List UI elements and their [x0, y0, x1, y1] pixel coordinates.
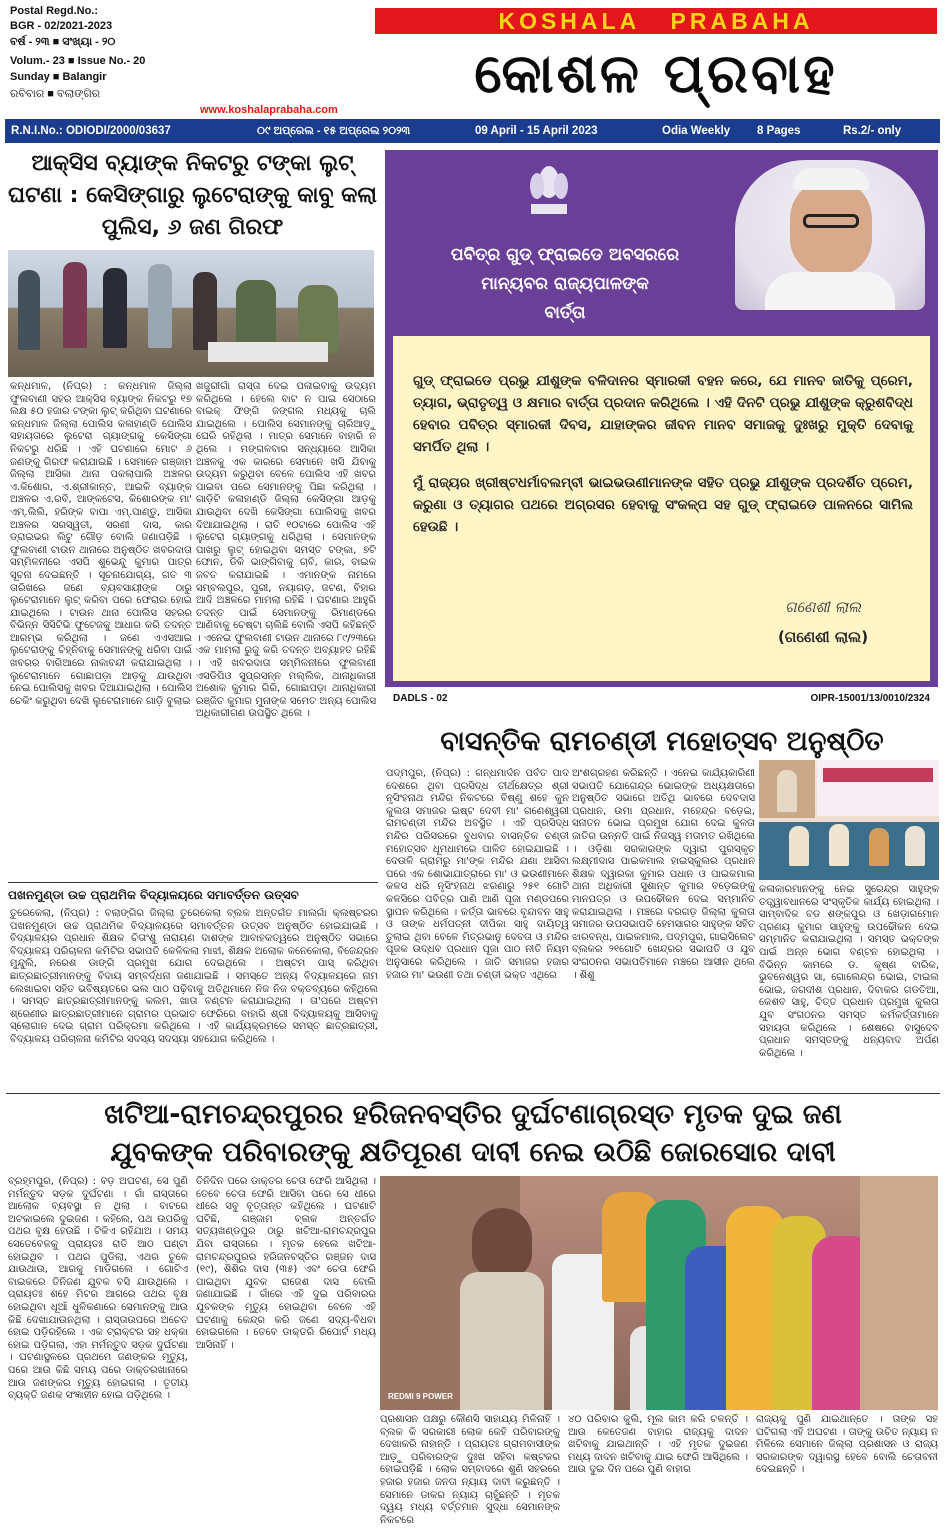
story2-divider: [8, 882, 378, 883]
story3-column-3: କଳାକାରମାନଙ୍କୁ ନେଇ ସୁରେନ୍ଦ୍ର ସାହୁଙ୍କ ତତ୍ତ୍ୱାବଧାନରେ ସଂସ୍କୃତିକ କାର୍ଯ୍ୟ ହୋଇଥିଲା । ସାମ୍ବାଦିକ ବଡ ଶଙ୍କପୁର ଓ ଖେଡ଼ାଗମୋନ ପ୍ରଣୟ କୁମାର ସାହୁଙ୍କୁ ଉପଢୌକନ ଦେଇ ସମ୍ମାନିତ କରାଯାଇଥିଲା । ସମସ୍ତ ଭକ୍ତଙ୍କ ପାଇଁ ଅନ୍ନ ଭୋଗ ବଣ୍ଟନ ହୋଇଥିଲା । ବିଭିନ୍ନ କାମରେ ଡ. କୃଷ୍ଣ ବାରିକ, ଭୁବନେଶ୍ୱର ସା, ଗୋଲେନ୍ଦ୍ର ଭୋଇ, ଟାଇଲ ଭୋଇ, ଜଗଦୀଶ ପ୍ରଧାନ, ଦିବାକର ଗଡତିଆ, କେଶବ ସାହୁ, ଚିତ୍ତ ପ୍ରଧାନ ପ୍ରମୁଖ କୁଲତା ଯୁବ ସଂଗଠନର ସମସ୍ତ କର୍ମକର୍ତ୍ତାମାନେ ସହାୟତା କରିଥିଲେ । ଶେଷରେ ବାସୁଦେବ ପ୍ରଧାନ ସମସ୍ତଙ୍କୁ ଧନ୍ୟବାଦ ଅର୍ପଣ କରିଥିଲେ ।: [759, 884, 939, 1059]
governor-message-ad: [385, 150, 938, 710]
story4-column-2: ତିନିଦିନ ପରେ ଡାକ୍ତର ଚେତା ଫେରି ଆସିଥିଲା । ତେବେ ଚେତା ଫେରି ଆସିବା ପରେ ସେ ଧୀରେ ଧୀରେ ସବୁ ବୃତ୍ତାନ୍ତ କହିଥିଲେ । ଘଟଣାଟି ଘଟିଛି, ଗଞ୍ଜାମ ବ୍ଲକ ଅନ୍ତର୍ଗତ ସତ୍ୟଖଣ୍ଡପୁର ଠାରୁ ଖଟିଆ-ରାମଚନ୍ଦ୍ରପୁର ଯିବା ରାସ୍ତାରେ । ମୃତକ ହେଲେ ଖଟିଆ-ରାମଚନ୍ଦ୍ରପୁରର ହରିଜନବସ୍ତିର ରଞ୍ଜନ ଦାସ (୧୯), ଶିଶିର ଦାସ (୩୫) ଏବଂ ଚେତା ଫେରି ପାଇଥିବା ଯୁବକ ରାଜେଶ ଦାସ ବୋଲି ଜଣାଯାଇଛି । ଗାଁରେ ଏହି ଦୁଇ ପରିବାରର ଯୁବକଙ୍କ ମୃତ୍ୟୁ ହୋଇଥିବା ବେଳେ ଏହି ଘଟଣାକୁ କେନ୍ଦ୍ର କରି ଜଣେ ସଦ୍ୟ-ବିଧବା ହୋଇଗଲେ । ତେବେ ଡାକ୍ତରି ରିପୋର୍ଟ ମଧ୍ୟ ଆସିନାହିଁ ।: [196, 1176, 376, 1351]
ad-code-left: DADLS - 02: [393, 693, 448, 704]
ad-message-para-1: ଗୁଡ୍ ଫ୍ରାଇଡେ ପ୍ରଭୁ ଯୀଶୁଙ୍କ ବଳିଦାନର ସ୍ମାରକୀ ବହନ କରେ, ଯେ ମାନବ ଜାତିକୁ ପ୍ରେମ, ତ୍ୟାଗ, ଭ୍ରାତୃତ୍ୱ ଓ କ୍ଷମାର ବାର୍ତ୍ତା ପ୍ରଦାନ କରିଥିଲେ । ଏହି ଦିନଟି ପ୍ରଭୁ ଯୀଶୁଙ୍କ କ୍ରୁଶବିଦ୍ଧ ହେବାର ପବିତ୍ର ସ୍ମାରକୀ ଦିବସ, ଯାହାଙ୍କର ଜୀବନ ମାନବ ସମାଜକୁ ଦୁଃଖରୁ ମୁକ୍ତି ଦେବାକୁ ସମର୍ପିତ ଥିଲା ।: [413, 373, 913, 455]
date-english: 09 April - 15 April 2023: [475, 125, 598, 137]
weekly-type: Odia Weekly: [662, 125, 731, 137]
governor-portrait: [735, 160, 925, 310]
day-place: Sunday ■ Balangir: [10, 71, 107, 83]
ad-title-line-2: ମାନ୍ୟବର ରାଜ୍ୟପାଳଙ୍କ: [481, 274, 649, 294]
ad-code-right: OIPR-15001/13/0010/2324: [810, 693, 930, 704]
story4-column-1: ବ୍ରହ୍ମପୁର, (ନିପ୍ର) : ବଡ଼ ଅଘଟଣ, ସେ ପୁଣି ମର୍ମନ୍ତୁଦ ସଡ଼କ ଦୁର୍ଘଟଣା । ଗାଁ ରାସ୍ତାରେ ଆଲୋକ ବ୍ୟବସ୍ଥା ନ ଥିଲା । ବାଟରେ ଅଟକାଇଲେ ଦୁଇଜଣ । କହିଲେ, ପଥ ଉପରିକୁ ପଥର ବୃକ୍ଷ ହେଉଛି । ଟିକିଏ ରହିଯାଅ । ସମୟ ସେତେବେଳକୁ ପ୍ରାୟତଃ ରାତି ଆଠ ଘଣ୍ଟା ହୋଇଥିବ । ପଥର ପୁଡିଲା, ଏଥର ଚୁଳେ ଯାଉଥାଉ, ଆରକୁ ମାଡିଗଲେ । ଗୋଟିଏ ବାଇକରେ ତିନିଜଣ ଯୁବକ ବସି ଯାଉଥିଲେ । ପ୍ରାୟତଃ ଶହେ ମିଟର ଆଗରେ ପଥର ବୃକ୍ଷ ହୋଇଥିବା ଧୂଆଁ ଧୁଳିକଣାରେ ସେମାନଙ୍କୁ ଆଉ କିଛି ଦେଖାଯାଉନଥିଲା । ରାସ୍ତାଉପରେ ଅଚେତ ହୋଇ ପଡ଼ିରହିଲେ । ଏକ ଟ୍ରାକ୍ଟର ସହ ଧକ୍କା ହୋଇ ପଡ଼ିଗଲା, ଏହା ମର୍ମନ୍ତୁଦ ସଡ଼କ ଦୁର୍ଘଟଣା । ଘଟଣାସ୍ଥଳରେ ପ୍ରଥମେ ଜଣଙ୍କର ମୃତ୍ୟୁ, ପରେ ଆଉ କିଛି ସମୟ ପରେ ଡାକ୍ତରଖାନାରେ ଆଉ ଜଣଙ୍କର ମୃତ୍ୟୁ ହୋଇଗଲା । ତୃତୀୟ ବ୍ୟକ୍ତି ଜଣକ ସଂଜ୍ଞାହୀନ ହୋଇ ପଡ଼ିଥିଲେ ।: [8, 1176, 188, 1402]
story4-family-photo: [380, 1176, 938, 1410]
story4-bottom-column-2: ୪୦ ପରିବାର କୁଲି, ମୂଲ କାମ କରି ଚଳନ୍ତି । ଆଉ କେତେଜଣ ବାହାର ରାଜ୍ୟକୁ ଦାଦନ ଖଟିବାକୁ ଯାଇଥାନ୍ତି । ଏହି ମୃତକ ଦୁଇଜଣ ମଧ୍ୟ ଦାଦନ ଖଟିବାକୁ ଯାଇ ଫେରି ଆସିଥିଲେ । ଆଉ ଦୁଇ ଦିନ ପରେ ପୁଣି ବାହାର: [568, 1414, 748, 1476]
story2-body: ତୁରେକେଲା, (ନିପ୍ର) : ବଲାଙ୍ଗିର ଜିଲ୍ଲା ତୁରେକେଲା ବ୍ଲକ ଅନ୍ତର୍ଗତ ମାଲଗାଁ କ୍ଲଷ୍ଟରର ପଖନମୁଣ୍ଡା ଉଚ୍ଚ ପ୍ରାଥମିକ ବିଦ୍ୟାଳୟରେ ସମାବର୍ତ୍ତନ ଉତ୍ସବ ଅନୁଷ୍ଠିତ ହୋଇଯାଇଛି । ବିଦ୍ୟାଳୟର ପ୍ରଧାନ ଶିକ୍ଷକ ଚିତାଂଶୁ ନାରାୟଣ ଦାଶଙ୍କ ଆବାହକତ୍ୱରେ ଅନୁଷ୍ଠିତ ସଭାରେ ବିଦ୍ୟାଳୟ ପରିଚାଳନା କମିଟିର ସଭାପତି କେଳିକଲା ମାଝୀ, ଶିକ୍ଷକ ଅଲୋକ କନେକୋଲା, ବିଜେନ୍ଦ୍ରନ ମୁନ୍ଦୁଲି, ନରେଶ ଡାଙ୍ଗି ପ୍ରମୁଖ ଯୋଗ ଦେଇଥିଲେ । ଅଷ୍ଟମ ପାସ୍ କରିଥିବା ଛାତ୍ରଛାତ୍ରୀମାନଙ୍କୁ ବିଦାୟ ସମ୍ବର୍ଦ୍ଧନା ଜଣାଯାଇଛି । ସମସ୍ତେ ଅନ୍ୟ ବିଦ୍ୟାଳୟରେ ନାମ ଲେଖାଇବା ସହିତ ଭବିଷ୍ୟତରେ ଭଲ ପାଠ ପଢ଼ିବାକୁ ଅତିଥିମାନେ ନିଜ ନିଜ ବକ୍ତବ୍ୟରେ କହିଥିଲେ । ସମସ୍ତ ଛାତ୍ରଛାତ୍ରୀମାନଙ୍କୁ କଲମ, ଖାତା ବଣ୍ଟନ କରାଯାଇଥିଲା । ତା'ପରେ ଅଷ୍ଟମ ଶ୍ରେଣୀର ଛାତ୍ରଛାତ୍ରୀମାନେ ଗ୍ରାମର ପ୍ରଭାତ ଫେରିରେ ବାହାରି ଶ୍ରୀ ବିଦ୍ୟାଳୟକୁ ଆସିବାକୁ ସ୍ଲୋଗାନ ଦେଇ ଗ୍ରାମ ପରିକ୍ରମା କରିଥିଲେ । ଏହି କାର୍ଯ୍ୟକ୍ରମରେ ସମସ୍ତ ଛାତ୍ରଛାତ୍ରୀ, ବିଦ୍ୟାଳୟ ପରିଚାଳନା କମିଟିର ସଦସ୍ୟ ସଦସ୍ୟା ସହଯୋଗ କରିଥିଲେ ।: [10, 908, 378, 1045]
postal-regd-number: BGR - 02/2021-2023: [10, 20, 113, 32]
price: Rs.2/- only: [843, 125, 902, 137]
story3-headline: ବାସନ୍ତିକ ରାମଚଣ୍ଡୀ ମହୋତ୍ସବ ଅନୁଷ୍ଠିତ: [440, 726, 884, 757]
website-link[interactable]: www.koshalaprabaha.com: [200, 104, 338, 116]
ad-title-line-1: ପବିତ୍ର ଗୁଡ୍ ଫ୍ରାଇଡେ ଅବସରରେ: [450, 245, 680, 265]
odia-title-logo: କୋଶଳ ପ୍ରବାହ: [474, 42, 838, 105]
ad-message-para-2: ମୁଁ ରାଜ୍ୟର ଖ୍ରୀଷ୍ଟଧର୍ମାବଲମ୍ବୀ ଭାଇଭଉଣୀମାନଙ୍କ ସହିତ ପ୍ରଭୁ ଯୀଶୁଙ୍କ ପ୍ରଦର୍ଶିତ ପ୍ରେମ, କରୁଣା ଓ ତ୍ୟାଗର ପଥରେ ଅଗ୍ରସର ହେବାକୁ ସଂକଳ୍ପ ସହ ଗୁଡ୍ ଫ୍ରାଇଡେ ପାଳନରେ ସାମିଲ ହେଉଛି ।: [413, 475, 913, 535]
story1-police-photo: [8, 250, 374, 377]
page-count: 8 Pages: [757, 125, 801, 137]
story4-headline-line-1: ଖଟିଆ-ରାମଚନ୍ଦ୍ରପୁରର ହରିଜନବସ୍ତିର ଦୁର୍ଘଟଣାଗ୍ରସ୍ତ ମୃତକ ଦୁଇ ଜଣ: [104, 1099, 842, 1130]
governor-signature: ଗଣେଶୀ ଲାଲ: [785, 598, 861, 616]
volume-issue: Volum.- 23 ■ Issue No.- 20: [10, 55, 146, 67]
emblem-icon: [527, 160, 571, 220]
photo-watermark: REDMI 9 POWER: [388, 1392, 453, 1401]
governor-name: (ଗଣେଶୀ ଲାଲ): [777, 628, 869, 646]
info-bar: [5, 119, 940, 143]
english-title-band: KOSHALA PRABAHA: [375, 8, 937, 34]
story3-event-photo: [759, 760, 939, 880]
story1-column-1: କନ୍ଧମାଳ, (ନିପ୍ର) : କନ୍ଧମାଳ ଜିଲ୍ଲା ଫୁଲବାଣୀ ସହର ଆକ୍ସିସ ବ୍ୟାଙ୍କ ନିକଟରୁ ୧୭ ଲକ୍ଷ ୫୦ ହଜାର ଟଙ୍କା ଲୁଟ୍ କରିଥିବା ଘଟଣାରେ କନ୍ଧମାଳ ଜିଲ୍ଲା ପୋଲିସ କଳାହାଣ୍ଡି ପୋଲିସ ସହାୟତାରେ ଲୁଟେରା ଗ୍ୟାଙ୍ଗକୁ କେସିଙ୍ଗା ନିକଟରୁ ଧରିଛି । ଏହି ଘଟଣାରେ ମୋଟ ୬ ଜଣଙ୍କୁ ଗିରଫ କରାଯାଇଛି । ସେମାନେ ଗଞ୍ଜାମ ଜିଲ୍ଲା ଆସିକା ଥାନା ପକଲାପାଲି ଅଞ୍ଚଳର ଏ.କିଶୋର, ଏ.ଶ୍ରୀକାନ୍ତ, ଆଇକି ବ୍ୟାଙ୍କ ଅଞ୍ଚଳର ଏ.ରବି, ଆଙ୍କଟେସ, କିଶୋରଙ୍କ ମା' ଏମ୍.ଲିଲି, ହରିଙ୍କ ବାପା ଏମ୍.ପାଣ୍ଡୁ, ଆସିକା ଅଞ୍ଚଳର ସରସ୍ୱତୀ, ସରଣୀ ଦାସ, କାର ଡ୍ରାଇଭର ଲିଟୁ ଗୌଡ଼ ବୋଲି ଜଣାପଡ଼ିଛି । ଫୁଲବାଣୀ ଟାଉନ ଥାନାରେ ଅନୁଷ୍ଠିତ ଖବରଦାତା ସମ୍ମିଳନୀରେ ଏସପି ଶୁଭେନ୍ଦୁ କୁମାର ପାତ୍ର ସୂଚନା ଦେଇଛନ୍ତି । ସୂଚନାଯୋଗ୍ୟ, ଗତ ୩ ତାରିଖରେ ଜଣେ ବ୍ୟବସାୟୀଙ୍କ ଠାରୁ ଲୁଟେରାମାନେ ଲୁଟ୍ କରିବା ପରେ ଫେରାର ହୋଇ ଯାଇଥିଲେ । ଟାଉନ ଥାନା ପୋଲିସ ସହରର ବିଭିନ୍ନ ସିସିଟିଭି ଫୁଟେଜକୁ ଆଧାର କରି ତଦନ୍ତ ଆରମ୍ଭ କରିଥିଲା । ଜଣେ ଏଏସଆଇ ଲୁଟେରାଙ୍କୁ ଚିହ୍ନିବାକୁ ସେମାନଙ୍କୁ ଧରିବା ପାଇଁ ଖବରର ବାଗିଆରେ ନାକାବନ୍ଦୀ କରାଯାଇଥିଲା । ଲୁଟେରାମାନେ ଗୋଛାପଡ଼ା ଆଡ଼କୁ ଯାଉଥିବା ନେଇ ପୋଲିସକୁ ଖବର ଦିଆଯାଇଥିଲା । ପୋଲିସ ଚେକିଂ କରୁଥିବା ଦେଖି ଲୁଟେରାମାନେ ଗାଡ଼ି ବୁଲାଇ: [10, 381, 192, 707]
story4-divider: [6, 1093, 940, 1094]
rni-number: R.N.I.No.: ODIODI/2000/03637: [11, 125, 171, 137]
story4-headline-line-2: ଯୁବକଙ୍କ ପରିବାରଙ୍କୁ କ୍ଷତିପୂରଣ ଦାବୀ ନେଇ ଉଠିଛି ଜୋରସୋର ଦାବୀ: [110, 1137, 836, 1168]
story3-column-2: ଅଂଶଗ୍ରହଣ କରିଛନ୍ତି । ଏନେଇ କାର୍ଯ୍ୟକାରିଣୀ ସଭାପତି ଯୋଗେନ୍ଦ୍ର ଭୋଇଙ୍କ ଅଧ୍ୟକ୍ଷତାରେ ଅନୁଷ୍ଠିତ ସଭାରେ ଅତିଥି ଭାବରେ ଦେବଦାସ ପ୍ରଧାନ, ଉମା ପ୍ରଧାନ, ମହେନ୍ଦ୍ର ବଡ଼େଇ, ସନାତନ ଭୋଇ ପ୍ରମୁଖ ଯୋଗ ଦେଇ କୁଳତା ଜାତିର ଉନ୍ନତି ପାଇଁ ନିଜସ୍ୱ ମତାମତ ରଖିଥିଲେ । ଓଡ଼ିଶା ସରକାରଙ୍କ ଦ୍ୱାରା ପୁରସ୍କୃତ ଲକ୍ଷ୍ମୀଦାସ ପାଇକମାଲ ହାଇସ୍କୁଲର ପ୍ରଧାନ ଶିକ୍ଷକ ଦ୍ୱାରକା କୁମାର ପଧାନ ଓ ପାଇକମାଲ ଥାନା ଅଧିକାରୀ ସୁଶାନ୍ତ କୁମାର ବଡ଼େଇଙ୍କୁ ମାନପତ୍ର ଓ ଉପଢୌକନ ଦେଇ ସମ୍ମାନିତ କରାଯାଇଥିଲା । ମଞ୍ଚରେ ବରଗଡ଼ ଜିଲ୍ଲା କୁଲତା ସମାଜର ଉପସଭାପତି ହେମସାଗର ସାହୁଙ୍କ ସହିତ ଝାରବନ୍ଧ, ପାଇକମାଲ, ପଦ୍ମପୁର, ଗାଇସିଲେଟ ବ୍ଲକର ୨୧ଗୋଟି ଖେନ୍ଦ୍ରର ସଭାପତି ଓ ଯୁବ ସଂଗଠନର ସଭାପତିମାନେ ମଞ୍ଚରେ ଆସୀନ ଥିଲେ । ଶିଶୁ: [572, 768, 755, 981]
story3-column-1: ପଦ୍ମପୁର, (ନିପ୍ର) : ଗନ୍ଧମାର୍ଦନ ପର୍ବତ ପାଦ ଦେଶରେ ଥିବା ପ୍ରସିଦ୍ଧ ତୀର୍ଥକ୍ଷେତ୍ର ଶ୍ରୀ ନୃସିଂହନାଥ ମନ୍ଦିର ନିକଟରେ ବିଷ୍ଣୁ ଶହେ କୁନ କୁଲତା ସମାଜର ଇଷ୍ଟ ଦେବୀ ମା' ଗଣେଶ୍ୱରୀ ରାମଚଣ୍ଡୀ ମନ୍ଦିର ଅବସ୍ଥିତ । ଏହି ପ୍ରସିଦ୍ଧ ମନ୍ଦିର ପରିସରରେ ବୁଧବାର ବାସନ୍ତିକ ଚଣ୍ଡୀ ମହୋତ୍ସବ ଧୂମଧାମରେ ପାଳିତ ହୋଇଯାଇଛି । ଦେଉଳି ଗ୍ରାମରୁ ମା'ଙ୍କ ମନ୍ଦିର ଯଣା ଆସିବା ପରେ ଏକ ଶୋଭାଯାତ୍ରାରେ ମା' ଓ ଭଉଣୀମାନେ କଳସ ଧରି ନୃସିଂହନାଥ ଝରଣାରୁ ୨୫୧ ଗୋଟି କଳସିରେ ପବିତ୍ର ପାଣି ଆଣି ପୂଜା ମଣ୍ଡପରେ ସ୍ଥାପନ କରିଥିଲେ । କର୍ତ୍ତା ଭାବରେ ବୃନ୍ଦାବନ ସାହୁ ଓ ତାଙ୍କ ଧର୍ମପତ୍ନୀ ଦୀପିକା ସାହୁ ଦାୟିତ୍ୱ ତୁଲାଇ ଥିବା ବେଳେ ମିତ୍ରଭାନୁ ଦେବତା ଓ ମନ୍ଦିର ପୂଜକ ଉଦ୍ଧବ ପ୍ରଧାନ ପୂଜା ପାଠ ନୀତି ନିୟମ ଅନୁସାରେ କରିଥିଲେ । ଜାତି ସମାଜର ହଜାର ହଜାର ମା' ଭଉଣୀ ତଥା ଚଣ୍ଡୀ ଭକ୍ତ ଏଥିରେ: [386, 768, 569, 981]
date-odia: ୦୯ ଅପ୍ରେଲ - ୧୫ ଅପ୍ରେଲ ୨୦୨୩: [257, 125, 411, 137]
story1-column-2: ଖଜୁରୀଗାଁ ରାସ୍ତା ଦେଇ ପଳାଇବାକୁ ଉଦ୍ୟମ କରିଥିଲେ । ହେଲେ ବାଟ ନ ପାଇ ସେଠାରେ ବାଇକ୍ ଫିଙ୍ଗି ଜଙ୍ଗଲ ମଧ୍ୟକୁ ଚାଲି ଯାଇଥିଲେ । ପୋଲିସ ସେମାନଙ୍କୁ ଚାରିଆଡ଼ୁ ଘେରି ରହିଥିଲା । ମାତ୍ର ସେମାନେ ବାହାରି ନ ଥିଲେ । ମଙ୍ଗଳବାର ସନ୍ଧ୍ୟାରେ ଆସିକା ଅଞ୍ଚଳକୁ ଏକ କାରରେ ସେମାନେ ଖସି ଯିବାକୁ ଉଦ୍ୟମ କରୁଥିବା ବେଳେ ପୋଲିସ ଏହି ଖବର ପାଇବା ପରେ ସେମାନଙ୍କୁ ପିଛା କରିଥିଲା । ଗାଡ଼ିଟି କଳାହାଣ୍ଡି ଜିଲ୍ଲା କେସିଙ୍ଗା ଆଡ଼କୁ ଯାଉଥିବା ଦେଖି କେସିଙ୍ଗା ପୋଲିସକୁ ଖବର ଦିଆଯାଇଥିଲା । ରାତି ୧୦ଟାରେ ପୋଲିସ ଏହି ଲୁଟେରା ଗ୍ୟାଙ୍ଗକୁ ଧରିଥିଲା । ସେମାନଙ୍କ ପାଖରୁ ଲୁଟ୍ ହୋଇଥିବା ସମସ୍ତ ଟଙ୍କା, ୭ଟି ଫୋନ, ଡିକି ଭାଙ୍ଗିବାକୁ ଚାବି, କାର, ବାଇକ ଜବତ କରାଯାଇଛି । ଏମାନଙ୍କ ନାମରେ ସମ୍ବଲପୁର, ପୁରୀ, ନୟାଗଡ଼, ଜଟଣ, ବିହାର ଆଦି ଅଞ୍ଚଳରେ ମାମଲା ରହିଛି । ଘଟଣାର ଆହୁରି ତଦନ୍ତ ପାଇଁ ସେମାନଙ୍କୁ ରିମାଣ୍ଡରେ ଆଣିବାକୁ ଚେଷ୍ଟା ଚାଲିଛି ବୋଲି ଏସପି କହିଛନ୍ତି । ଏନେଇ ଫୁଲବାଣୀ ଟାଉନ ଥାନାରେ ୮୯/୨୩ରେ ଏକ ମାମଲା ରୁଜୁ କରି ତଦନ୍ତ ଅବ୍ୟାହତ ରହିଛି । ଏହି ଖବରଦାତା ସମ୍ମିଳନୀରେ ଫୁଲବାଣୀ ଏସଡିପିଓ ସୁପ୍ରସନ୍ନ ମଲ୍ଲିକ, ଥାନାଧିକାରୀ ଅଶୋକ କୁମାର ଗିରି, ଗୋଛାପଡ଼ା ଥାନାଧିକାରୀ ରଞ୍ଜିତ କୁମାର ମୁନାଙ୍କ ସମେତ ଅନ୍ୟ ପୋଲିସ ଅଧିକାରୀଗଣ ଉପସ୍ଥିତ ଥିଲେ ।: [196, 381, 376, 720]
story4-bottom-column-3: ରାଜ୍ୟକୁ ପୁଣି ଯାଇଥାନ୍ତେ । ତାଙ୍କ ସହ ଘଟିଗଲା ଏହି ଅଘଟଣ । ତାଙ୍କୁ ଉଚିତ ନ୍ୟାୟ ନ ମିଳିଲେ ସେମାନେ ଜିଲ୍ଲା ପ୍ରଶାସନ ଓ ରାଜ୍ୟ ସରକାରଙ୍କ ଦ୍ୱାରସ୍ଥ ହେବେ ବୋଲି ଚେତାବନୀ ଦେଇଛନ୍ତି ।: [756, 1414, 938, 1476]
day-place-odia: ରବିବାର ■ ବଲାଙ୍ଗିର: [10, 88, 101, 100]
ad-title-line-3: ବାର୍ତ୍ତା: [544, 303, 586, 323]
story1-headline: ଆକ୍ସିସ ବ୍ୟାଙ୍କ ନିକଟରୁ ଟଙ୍କା ଲୁଟ୍ ଘଟଣା : କେସିଙ୍ଗାରୁ ଲୁଟେରାଙ୍କୁ କାବୁ କଲା ପୁଲିସ, ୬ ଜଣ ଗିରଫ: [8, 151, 377, 240]
ad-code-bar: [385, 687, 938, 710]
postal-regd-label: Postal Regd.No.:: [10, 5, 99, 17]
story2-headline: ପଖନମୁଣ୍ଡା ଉଚ୍ଚ ପ୍ରାଥମିକ ବିଦ୍ୟାଳୟରେ ସମାବର୍ତ୍ତନ ଉତ୍ସବ: [8, 888, 299, 902]
year-issue-odia: ବର୍ଷ - ୨୩ ■ ସଂଖ୍ୟା - ୨୦: [10, 36, 116, 48]
ad-message-panel: [393, 336, 930, 681]
story4-bottom-column-1: ପ୍ରଶାସନ ପକ୍ଷରୁ କୌଣସି ସାହାଯ୍ୟ ମିଳିନାହିଁ । ବ୍ଲକ କି ସରକାରୀ ଲୋକ କେହି ପରିବାରଙ୍କୁ ଦେଖାକରି ନାହାନ୍ତି । ପ୍ରାୟତଃ ଗ୍ରାମବାସୀଙ୍କ ଆଡ଼ୁ ପରିବାରଙ୍କ ଦୁଃଖ ସହିବା କଷ୍ଟକର ହୋଇପଡ଼ିଛି । ଲୋକ ସମ୍ବାଦରେ ଶୁଣି ସହରରେ ହଜାର ହଜାର ଜନତା ନ୍ୟାୟ ଦାବୀ କରୁଛନ୍ତି । ସେମାନେ ଡାକର ନ୍ୟାୟ ଚାହୁଁଛନ୍ତି । ମୃତକ ଦ୍ୱୟ ମଧ୍ୟ ବର୍ତ୍ତମାନ ସୁଦ୍ଧା ସେମାନଙ୍କ ନିକଟରେ: [380, 1414, 560, 1526]
